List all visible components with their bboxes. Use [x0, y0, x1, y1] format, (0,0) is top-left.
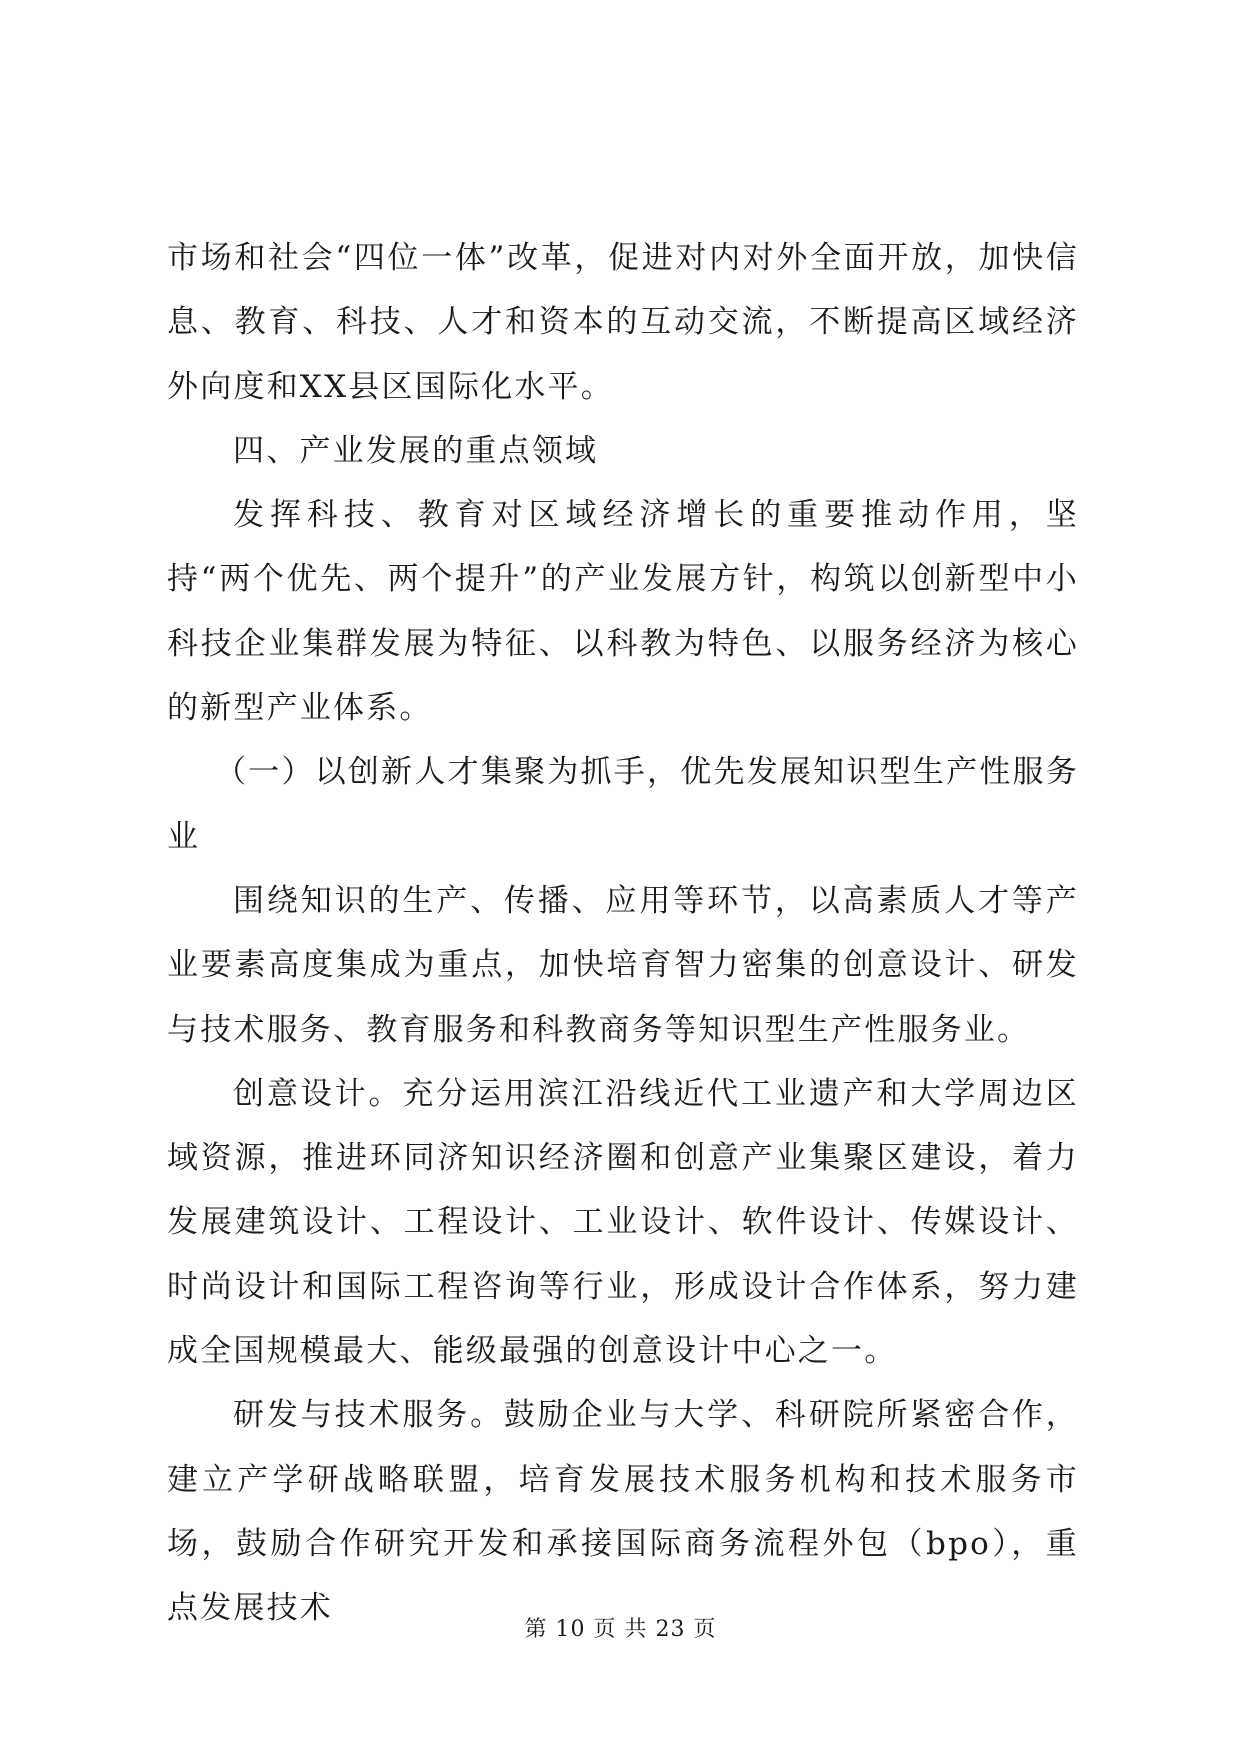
paragraph: 围绕知识的生产、传播、应用等环节，以高素质人才等产业要素高度集成为重点，加快培育智力密集的创意设计、研发与技术服务、教育服务和科教商务等知识型生产性服务业。 — [167, 882, 1079, 1048]
paragraph: 发挥科技、教育对区域经济增长的重要推动作用，坚持“两个优先、两个提升”的产业发展方针，构筑以创新型中小科技企业集群发展为特征、以科教为特色、以服务经济为核心的新型产业体系。 — [167, 497, 1079, 727]
paragraph: 创意设计。充分运用滨江沿线近代工业遗产和大学周边区域资源，推进环同济知识经济圈和创意产业集聚区建设，着力发展建筑设计、工程设计、工业设计、软件设计、传媒设计、时尚设计和国际工程咨询等行业，形成设计合作体系，努力建成全国规模最大、能级最强的创意设计中心之一。 — [167, 1075, 1079, 1370]
paragraph: 研发与技术服务。鼓励企业与大学、科研院所紧密合作，建立产学研战略联盟，培育发展技术服务机构和技术服务市场，鼓励合作研究开发和承接国际商务流程外包（bpo），重点发展技术 — [167, 1397, 1079, 1627]
section-heading: 四、产业发展的重点领域 — [233, 432, 599, 469]
page-body — [167, 226, 1079, 1641]
paragraph-continuation: 市场和社会“四位一体”改革，促进对内对外全面开放，加快信息、教育、科技、人才和资本的互动交流，不断提高区域经济外向度和XX县区国际化水平。 — [167, 240, 1079, 405]
subsection-heading: （一）以创新人才集聚为抓手，优先发展知识型生产性服务业 — [167, 754, 1079, 855]
page-number-footer: 第 10 页 共 23 页 — [524, 1617, 717, 1642]
